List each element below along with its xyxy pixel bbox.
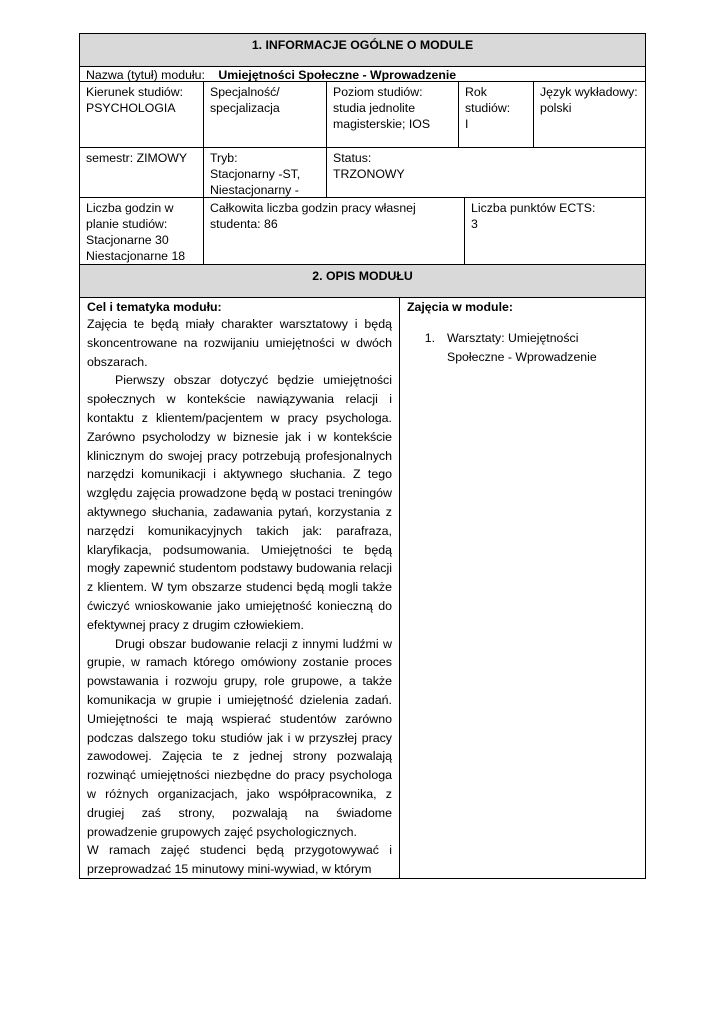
field-status	[326, 147, 646, 198]
module-classes-cell	[399, 297, 646, 879]
list-item-text	[447, 329, 597, 367]
field-ects	[464, 197, 646, 265]
paragraph-area-2: Drugi obszar budowanie relacji z innymi ludźmi w grupie, w ramach którego omówiony zostanie proces powstawania i rozwoju grupy, role grupowe, a także komunikacja w grupie i umiejętność dzielenia zadań. Umiejętności te mają wspierać studentów zarówno podczas dalszego toku studiów jak i w przyszłej pracy zawodowej. Zajęcia te z jednej strony pozwalają rozwinąć umiejętności niezbędne do pracy psychologa w różnych organizacjach, jako współpracownika, z drugiej zaś strony, pozwalają na świadome prowadzenie grupowych zajęć psychologicznych.	[87, 636, 392, 839]
section-2-header	[79, 264, 646, 298]
study-year-label-2: studiów:	[465, 101, 511, 115]
module-name-row	[79, 66, 646, 82]
module-name-value: Umiejętności Społeczne - Wprowadzenie	[218, 68, 457, 82]
study-direction-value: PSYCHOLOGIA	[86, 101, 176, 115]
field-mode	[203, 147, 327, 198]
module-description-cell	[79, 297, 400, 879]
field-total-hours	[203, 197, 465, 265]
paragraph-intro: Zajęcia te będą miały charakter warsztatowy i będą skoncentrowane na rozwijaniu umiejętności w dwóch obszarach.	[87, 317, 392, 369]
section-1-header	[79, 33, 646, 67]
mode-label: Tryb:	[210, 151, 238, 165]
status-value: TRZONOWY	[333, 167, 405, 181]
section-2-title: 2. OPIS MODUŁU	[312, 269, 413, 283]
module-description-text	[87, 315, 392, 879]
paragraph-interview: W ramach zajęć studenci będą przygotowywać i przeprowadzać 15 minutowy mini-wywiad, w którym	[87, 843, 392, 877]
study-year-value: I	[465, 117, 469, 131]
study-level-value-1: studia jednolite	[333, 101, 416, 115]
field-study-year	[458, 81, 534, 148]
module-goal-heading: Cel i tematyka modułu:	[87, 300, 222, 314]
language-value: polski	[540, 101, 572, 115]
field-specialization	[203, 81, 327, 148]
list-item-line-2: Społeczne - Wprowadzenie	[447, 350, 597, 364]
status-label: Status:	[333, 151, 372, 165]
hours-label-1: Liczba godzin w	[86, 201, 174, 215]
study-year-label-1: Rok	[465, 85, 487, 99]
mode-value-1: Stacjonarny -ST,	[210, 167, 301, 181]
field-language	[533, 81, 646, 148]
study-level-value-2: magisterskie; IOS	[333, 117, 431, 131]
study-direction-label: Kierunek studiów:	[86, 85, 184, 99]
hours-non-stationary: Niestacjonarne 18	[86, 249, 186, 263]
total-hours-value: studenta: 86	[210, 217, 278, 231]
list-item-number: 1.	[424, 331, 435, 345]
ects-value: 3	[471, 217, 478, 231]
field-hours	[79, 197, 204, 265]
list-item-line-1: Warsztaty: Umiejętności	[447, 331, 579, 345]
mode-value-2: Niestacjonarny -	[210, 183, 299, 197]
classes-list	[407, 329, 638, 367]
paragraph-area-1: Pierwszy obszar dotyczyć będzie umiejętności społecznych w kontekście nawiązywania relacji i kontaktu z klientem/pacjentem w pracy psychologa. Zarówno psycholodzy w biznesie jak i w kontekście klinicznym do swojej pracy potrzebują profesjonalnych narzędzi komunikacji i aktywnego słuchania. Z tego względu zajęcia prowadzone będą w postaci treningów aktywnego słuchania, zadawania pytań, korzystania z narzędzi komunikacyjnych takich jak: parafraza, klaryfikacja, podsumowania. Umiejętności te będą mogły zapewnić studentom podstawy budowania relacji z klientem. W tym obszarze studenci będą mogli także ćwiczyć wnioskowanie jako umiejętność konieczną do efektywnej pracy z drugim człowiekiem.	[87, 373, 392, 632]
ects-label: Liczba punktów ECTS:	[471, 201, 596, 215]
specialization-label-2: specjalizacja	[210, 101, 280, 115]
language-label: Język wykładowy:	[540, 85, 638, 99]
field-study-level	[326, 81, 459, 148]
field-semester	[79, 147, 204, 198]
hours-label-2: planie studiów:	[86, 217, 168, 231]
module-name-label: Nazwa (tytuł) modułu:	[86, 68, 205, 82]
list-item	[407, 329, 638, 367]
module-classes-heading: Zajęcia w module:	[407, 300, 513, 314]
section-1-title: 1. INFORMACJE OGÓLNE O MODULE	[251, 38, 474, 52]
total-hours-label: Całkowita liczba godzin pracy własnej	[210, 201, 416, 215]
specialization-label: Specjalność/	[210, 85, 280, 99]
hours-stationary: Stacjonarne 30	[86, 233, 169, 247]
semester-value: semestr: ZIMOWY	[86, 151, 188, 165]
study-level-label: Poziom studiów:	[333, 85, 423, 99]
field-study-direction	[79, 81, 204, 148]
